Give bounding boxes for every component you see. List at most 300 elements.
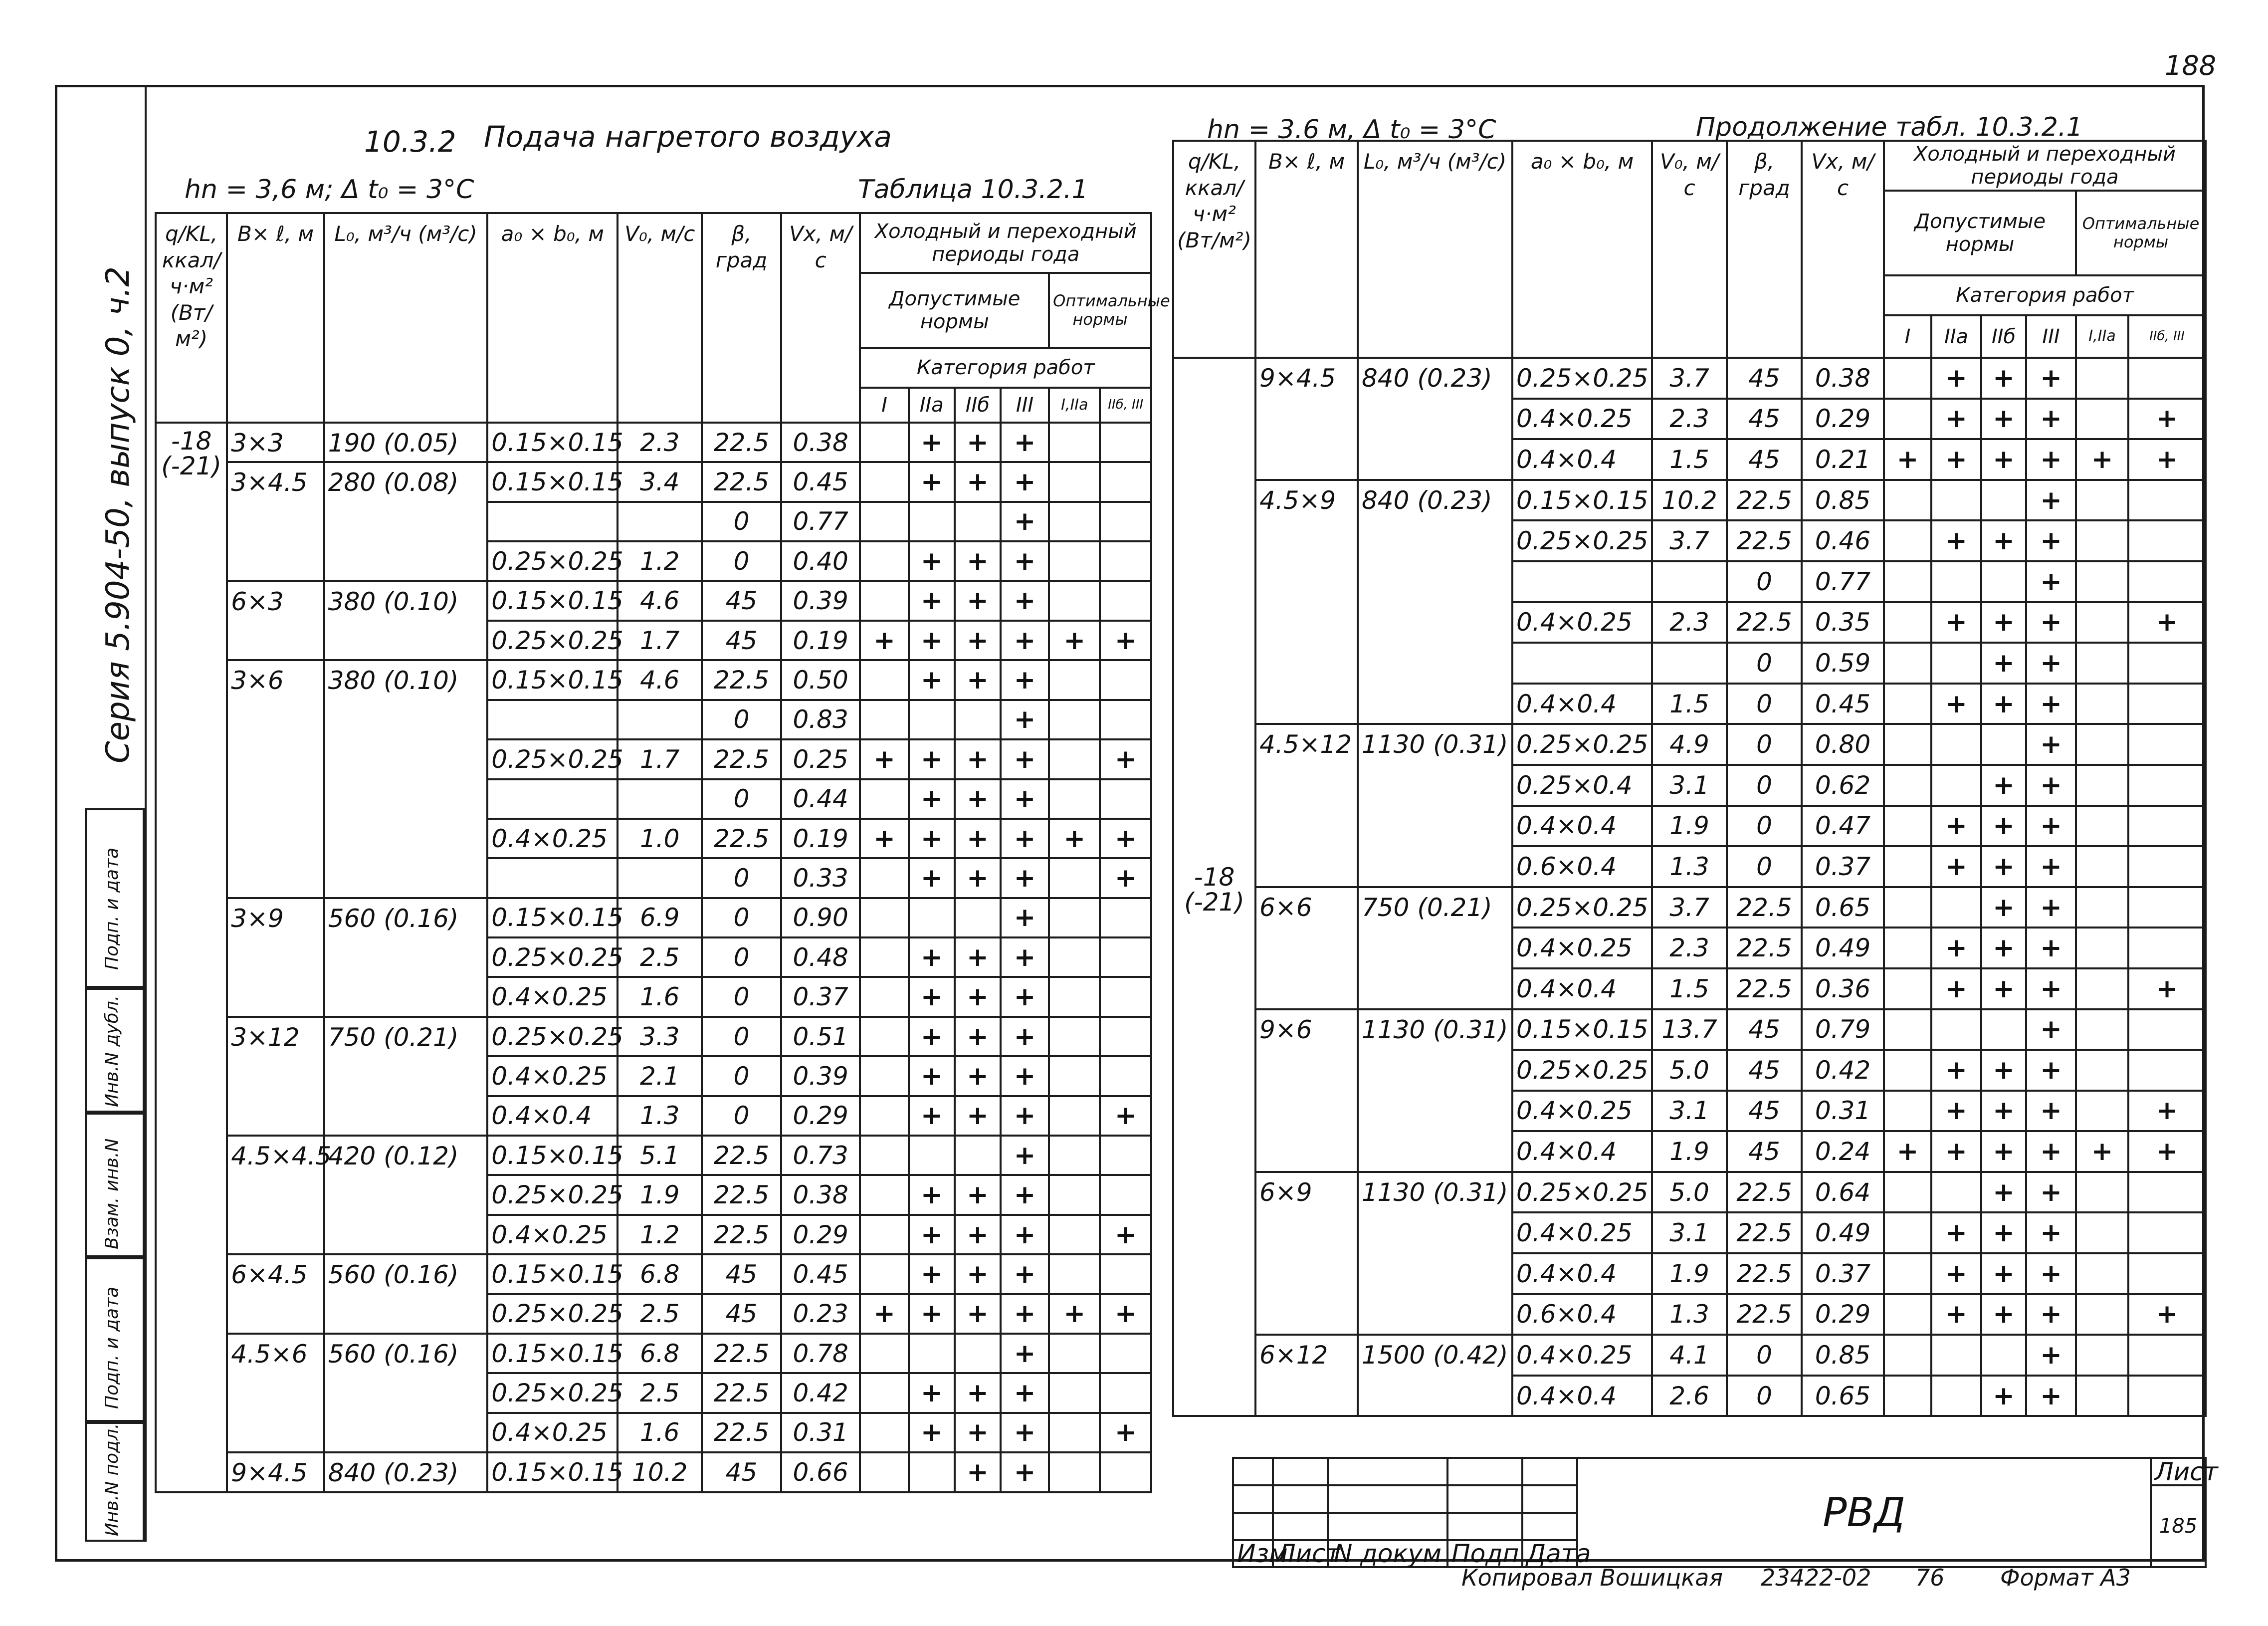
nozzle-size-cell: 0.4×0.25 bbox=[1512, 1212, 1652, 1253]
category-mark-cell bbox=[2128, 1172, 2206, 1213]
velocity-cell: 5.1 bbox=[618, 1136, 702, 1175]
category-mark-cell: + bbox=[1931, 1212, 1981, 1253]
stamp-col-sign: Подп bbox=[1447, 1540, 1522, 1567]
category-mark-cell: + bbox=[955, 1373, 1001, 1412]
nozzle-size-cell: 0.4×0.25 bbox=[1512, 602, 1652, 643]
velocity-cell: 1.5 bbox=[1652, 968, 1727, 1009]
category-mark-cell bbox=[1884, 887, 1931, 928]
vx-cell: 0.48 bbox=[781, 937, 860, 977]
category-mark-cell bbox=[1100, 660, 1151, 699]
velocity-cell: 1.6 bbox=[618, 977, 702, 1016]
category-mark-cell bbox=[1100, 423, 1151, 462]
category-mark-cell bbox=[2076, 968, 2128, 1009]
nozzle-size-cell: 0.4×0.25 bbox=[1512, 928, 1652, 968]
category-mark-cell: + bbox=[1100, 739, 1151, 779]
category-mark-cell: + bbox=[1981, 520, 2026, 561]
category-mark-cell bbox=[1100, 1136, 1151, 1175]
airflow-cell: 1500 (0.42) bbox=[1358, 1335, 1512, 1416]
category-mark-cell bbox=[1049, 739, 1100, 779]
velocity-cell: 1.9 bbox=[618, 1175, 702, 1214]
category-mark-cell: + bbox=[955, 581, 1001, 621]
stamp-col-izm: Изм bbox=[1233, 1540, 1273, 1567]
table-row bbox=[156, 898, 1151, 937]
category-mark-cell: + bbox=[2026, 1253, 2076, 1294]
angle-cell: 45 bbox=[1727, 1050, 1802, 1091]
velocity-cell bbox=[618, 779, 702, 819]
velocity-cell: 2.3 bbox=[1652, 399, 1727, 440]
left-title-code: 10.3.2 bbox=[364, 125, 456, 159]
category-mark-cell bbox=[2128, 1009, 2206, 1050]
table-row bbox=[1173, 887, 2206, 928]
vx-cell: 0.45 bbox=[781, 462, 860, 501]
angle-cell: 22.5 bbox=[702, 819, 781, 858]
category-mark-cell: + bbox=[1981, 1050, 2026, 1091]
category-mark-cell bbox=[1049, 660, 1100, 699]
category-mark-cell bbox=[2076, 806, 2128, 847]
nozzle-size-cell: 0.25×0.25 bbox=[487, 1017, 618, 1056]
side-box-3: Взам. инв.N bbox=[85, 1113, 145, 1257]
category-mark-cell: + bbox=[1931, 968, 1981, 1009]
category-mark-cell: + bbox=[955, 739, 1001, 779]
cat-1: I bbox=[860, 388, 908, 423]
category-mark-cell: + bbox=[1981, 358, 2026, 399]
angle-cell: 22.5 bbox=[1727, 1172, 1802, 1213]
vx-cell: 0.46 bbox=[1802, 520, 1884, 561]
velocity-cell: 6.8 bbox=[618, 1334, 702, 1373]
category-mark-cell: + bbox=[909, 739, 955, 779]
velocity-cell: 1.3 bbox=[1652, 846, 1727, 887]
category-mark-cell bbox=[909, 700, 955, 739]
category-mark-cell: + bbox=[1100, 1294, 1151, 1334]
room-size-cell: 6×12 bbox=[1255, 1335, 1358, 1416]
category-mark-cell bbox=[2076, 724, 2128, 765]
nozzle-size-cell bbox=[487, 700, 618, 739]
vx-cell: 0.42 bbox=[781, 1373, 860, 1412]
category-mark-cell: + bbox=[2076, 1131, 2128, 1172]
category-mark-cell bbox=[909, 502, 955, 541]
category-mark-cell bbox=[2128, 1212, 2206, 1253]
vx-cell: 0.39 bbox=[781, 581, 860, 621]
stamp-col-date: Дата bbox=[1522, 1540, 1577, 1567]
angle-cell: 22.5 bbox=[1727, 480, 1802, 521]
category-mark-cell bbox=[2128, 358, 2206, 399]
category-mark-cell bbox=[1049, 1254, 1100, 1294]
nozzle-size-cell: 0.4×0.4 bbox=[1512, 1253, 1652, 1294]
category-mark-cell bbox=[2128, 887, 2206, 928]
r-header-category: Категория работ bbox=[1884, 275, 2206, 315]
velocity-cell: 4.6 bbox=[618, 660, 702, 699]
category-mark-cell: + bbox=[1100, 819, 1151, 858]
vx-cell: 0.47 bbox=[1802, 806, 1884, 847]
category-mark-cell: + bbox=[955, 858, 1001, 898]
category-mark-cell bbox=[1049, 937, 1100, 977]
angle-cell: 22.5 bbox=[702, 1175, 781, 1214]
nozzle-size-cell: 0.4×0.25 bbox=[487, 819, 618, 858]
category-mark-cell: + bbox=[2076, 439, 2128, 480]
category-mark-cell bbox=[1931, 1009, 1981, 1050]
category-mark-cell: + bbox=[2026, 684, 2076, 724]
right-conditions: hn = 3.6 м, Δ t₀ = 3°C bbox=[1207, 115, 1496, 145]
category-mark-cell bbox=[1884, 765, 1931, 806]
category-mark-cell bbox=[2128, 561, 2206, 602]
category-mark-cell bbox=[860, 581, 908, 621]
angle-cell: 22.5 bbox=[1727, 520, 1802, 561]
category-mark-cell bbox=[1100, 541, 1151, 581]
category-mark-cell bbox=[860, 541, 908, 581]
room-size-cell: 3×12 bbox=[227, 1017, 324, 1136]
category-mark-cell: + bbox=[860, 739, 908, 779]
category-mark-cell bbox=[1049, 700, 1100, 739]
category-mark-cell bbox=[2076, 1335, 2128, 1376]
header-beta: β, град bbox=[702, 213, 781, 423]
side-box-5: Подп. и дата bbox=[85, 808, 145, 988]
category-mark-cell: + bbox=[909, 1017, 955, 1056]
category-mark-cell bbox=[2128, 1376, 2206, 1416]
category-mark-cell bbox=[1100, 700, 1151, 739]
category-mark-cell bbox=[1100, 1056, 1151, 1096]
header-v0: V₀, м/с bbox=[618, 213, 702, 423]
category-mark-cell bbox=[1884, 399, 1931, 440]
category-mark-cell: + bbox=[1001, 1254, 1049, 1294]
category-mark-cell: + bbox=[1981, 806, 2026, 847]
table-row bbox=[156, 1017, 1151, 1056]
stamp-col-list: Лист bbox=[1273, 1540, 1328, 1567]
category-mark-cell: + bbox=[1001, 1175, 1049, 1214]
velocity-cell: 1.6 bbox=[618, 1413, 702, 1452]
airflow-cell: 420 (0.12) bbox=[324, 1136, 488, 1254]
category-mark-cell: + bbox=[1001, 502, 1049, 541]
nozzle-size-cell: 0.4×0.4 bbox=[1512, 684, 1652, 724]
category-mark-cell bbox=[2128, 684, 2206, 724]
category-mark-cell: + bbox=[860, 819, 908, 858]
category-mark-cell bbox=[860, 423, 908, 462]
category-mark-cell: + bbox=[1884, 439, 1931, 480]
category-mark-cell bbox=[1884, 1376, 1931, 1416]
nozzle-size-cell: 0.15×0.15 bbox=[487, 898, 618, 937]
stamp-title: РВД bbox=[1577, 1458, 2151, 1567]
angle-cell: 45 bbox=[702, 1254, 781, 1294]
category-mark-cell bbox=[860, 462, 908, 501]
category-mark-cell bbox=[1100, 462, 1151, 501]
angle-cell: 0 bbox=[702, 541, 781, 581]
category-mark-cell bbox=[2076, 1091, 2128, 1132]
vx-cell: 0.59 bbox=[1802, 643, 1884, 684]
category-mark-cell: + bbox=[2026, 1172, 2076, 1213]
vx-cell: 0.36 bbox=[1802, 968, 1884, 1009]
r-cat-2a: IIа bbox=[1931, 315, 1981, 358]
vx-cell: 0.37 bbox=[781, 977, 860, 1016]
airflow-cell: 1130 (0.31) bbox=[1358, 724, 1512, 887]
category-mark-cell bbox=[2128, 928, 2206, 968]
category-mark-cell: + bbox=[1001, 937, 1049, 977]
category-mark-cell: + bbox=[955, 1294, 1001, 1334]
category-mark-cell: + bbox=[2026, 724, 2076, 765]
category-mark-cell bbox=[1884, 1335, 1931, 1376]
right-continuation: Продолжение табл. 10.3.2.1 bbox=[1696, 112, 2083, 142]
velocity-cell: 3.7 bbox=[1652, 520, 1727, 561]
cat-3: III bbox=[1001, 388, 1049, 423]
angle-cell: 22.5 bbox=[702, 1215, 781, 1254]
category-mark-cell: + bbox=[2026, 1091, 2076, 1132]
category-mark-cell bbox=[1049, 898, 1100, 937]
category-mark-cell bbox=[1049, 1334, 1100, 1373]
q-value-cell: -18 (-21) bbox=[1173, 358, 1255, 1416]
category-mark-cell bbox=[955, 1136, 1001, 1175]
nozzle-size-cell: 0.4×0.4 bbox=[1512, 1131, 1652, 1172]
right-table bbox=[1172, 140, 2207, 1417]
category-mark-cell bbox=[860, 1017, 908, 1056]
category-mark-cell bbox=[860, 779, 908, 819]
nozzle-size-cell bbox=[487, 779, 618, 819]
velocity-cell: 1.7 bbox=[618, 621, 702, 660]
airflow-cell: 840 (0.23) bbox=[324, 1452, 488, 1492]
table-row bbox=[156, 581, 1151, 621]
table-row bbox=[156, 1254, 1151, 1294]
category-mark-cell: + bbox=[1001, 700, 1049, 739]
category-mark-cell bbox=[2076, 561, 2128, 602]
category-mark-cell: + bbox=[1001, 1452, 1049, 1492]
vx-cell: 0.24 bbox=[1802, 1131, 1884, 1172]
category-mark-cell: + bbox=[955, 1175, 1001, 1214]
category-mark-cell: + bbox=[2128, 439, 2206, 480]
category-mark-cell bbox=[860, 858, 908, 898]
category-mark-cell: + bbox=[1981, 1172, 2026, 1213]
category-mark-cell: + bbox=[909, 779, 955, 819]
category-mark-cell bbox=[909, 1136, 955, 1175]
category-mark-cell: + bbox=[955, 462, 1001, 501]
category-mark-cell bbox=[1981, 724, 2026, 765]
header-periods: Холодный и переходный периоды года bbox=[860, 213, 1151, 273]
category-mark-cell: + bbox=[955, 977, 1001, 1016]
category-mark-cell: + bbox=[909, 621, 955, 660]
velocity-cell: 6.9 bbox=[618, 898, 702, 937]
airflow-cell: 840 (0.23) bbox=[1358, 358, 1512, 480]
category-mark-cell: + bbox=[955, 1413, 1001, 1452]
cat-2a: IIа bbox=[909, 388, 955, 423]
category-mark-cell bbox=[1884, 643, 1931, 684]
category-mark-cell: + bbox=[909, 1175, 955, 1214]
category-mark-cell bbox=[2128, 1050, 2206, 1091]
category-mark-cell bbox=[860, 1215, 908, 1254]
vx-cell: 0.29 bbox=[1802, 1294, 1884, 1335]
velocity-cell bbox=[618, 502, 702, 541]
category-mark-cell: + bbox=[1001, 581, 1049, 621]
vx-cell: 0.73 bbox=[781, 1136, 860, 1175]
category-mark-cell: + bbox=[860, 621, 908, 660]
vx-cell: 0.85 bbox=[1802, 480, 1884, 521]
category-mark-cell bbox=[2076, 1172, 2128, 1213]
category-mark-cell: + bbox=[860, 1294, 908, 1334]
category-mark-cell bbox=[1931, 887, 1981, 928]
table-row bbox=[156, 423, 1151, 462]
category-mark-cell bbox=[2128, 480, 2206, 521]
room-size-cell: 4.5×4.5 bbox=[227, 1136, 324, 1254]
category-mark-cell bbox=[860, 1096, 908, 1136]
velocity-cell: 13.7 bbox=[1652, 1009, 1727, 1050]
table-row bbox=[156, 1452, 1151, 1492]
nozzle-size-cell: 0.15×0.15 bbox=[1512, 480, 1652, 521]
nozzle-size-cell bbox=[1512, 561, 1652, 602]
stamp-sheet-number: 185 bbox=[2151, 1485, 2206, 1567]
nozzle-size-cell: 0.25×0.4 bbox=[1512, 765, 1652, 806]
category-mark-cell: + bbox=[909, 462, 955, 501]
vx-cell: 0.37 bbox=[1802, 846, 1884, 887]
category-mark-cell: + bbox=[2128, 1091, 2206, 1132]
vx-cell: 0.44 bbox=[781, 779, 860, 819]
nozzle-size-cell: 0.15×0.15 bbox=[487, 1452, 618, 1492]
category-mark-cell: + bbox=[955, 1452, 1001, 1492]
header-bl: B× ℓ, м bbox=[227, 213, 324, 423]
angle-cell: 0 bbox=[702, 1017, 781, 1056]
category-mark-cell bbox=[1931, 480, 1981, 521]
category-mark-cell bbox=[2076, 1212, 2128, 1253]
angle-cell: 22.5 bbox=[1727, 887, 1802, 928]
r-header-ab: a₀ × b₀, м bbox=[1512, 141, 1652, 358]
vx-cell: 0.45 bbox=[1802, 684, 1884, 724]
category-mark-cell bbox=[1049, 1413, 1100, 1452]
vx-cell: 0.42 bbox=[1802, 1050, 1884, 1091]
footer-format: Формат А3 bbox=[2000, 1564, 2131, 1591]
category-mark-cell bbox=[2076, 1253, 2128, 1294]
airflow-cell: 560 (0.16) bbox=[324, 898, 488, 1017]
table-row bbox=[1173, 480, 2206, 521]
category-mark-cell bbox=[1049, 1175, 1100, 1214]
nozzle-size-cell: 0.25×0.25 bbox=[1512, 1172, 1652, 1213]
category-mark-cell bbox=[2128, 846, 2206, 887]
category-mark-cell: + bbox=[1001, 621, 1049, 660]
vx-cell: 0.51 bbox=[781, 1017, 860, 1056]
category-mark-cell: + bbox=[909, 660, 955, 699]
table-row bbox=[1173, 724, 2206, 765]
category-mark-cell: + bbox=[1981, 399, 2026, 440]
category-mark-cell bbox=[955, 1334, 1001, 1373]
vx-cell: 0.80 bbox=[1802, 724, 1884, 765]
category-mark-cell: + bbox=[955, 1056, 1001, 1096]
cat-opt-2: IIб, III bbox=[1100, 388, 1151, 423]
header-L0: L₀, м³/ч (м³/с) bbox=[324, 213, 488, 423]
category-mark-cell: + bbox=[1001, 1215, 1049, 1254]
category-mark-cell: + bbox=[2026, 643, 2076, 684]
angle-cell: 45 bbox=[1727, 1091, 1802, 1132]
nozzle-size-cell: 0.25×0.25 bbox=[1512, 887, 1652, 928]
category-mark-cell: + bbox=[2026, 806, 2076, 847]
category-mark-cell: + bbox=[955, 819, 1001, 858]
airflow-cell: 750 (0.21) bbox=[324, 1017, 488, 1136]
category-mark-cell bbox=[1884, 928, 1931, 968]
angle-cell: 22.5 bbox=[1727, 1212, 1802, 1253]
angle-cell: 0 bbox=[1727, 1376, 1802, 1416]
vx-cell: 0.77 bbox=[781, 502, 860, 541]
category-mark-cell: + bbox=[1981, 602, 2026, 643]
category-mark-cell: + bbox=[1931, 928, 1981, 968]
category-mark-cell: + bbox=[2026, 1212, 2076, 1253]
category-mark-cell bbox=[1049, 581, 1100, 621]
angle-cell: 22.5 bbox=[702, 1413, 781, 1452]
room-size-cell: 9×6 bbox=[1255, 1009, 1358, 1172]
category-mark-cell bbox=[1931, 1376, 1981, 1416]
category-mark-cell: + bbox=[1981, 684, 2026, 724]
category-mark-cell bbox=[2076, 358, 2128, 399]
vx-cell: 0.21 bbox=[1802, 439, 1884, 480]
vx-cell: 0.65 bbox=[1802, 1376, 1884, 1416]
category-mark-cell: + bbox=[2026, 1335, 2076, 1376]
category-mark-cell: + bbox=[1981, 887, 2026, 928]
category-mark-cell: + bbox=[955, 937, 1001, 977]
category-mark-cell bbox=[1100, 779, 1151, 819]
nozzle-size-cell: 0.4×0.25 bbox=[487, 1215, 618, 1254]
room-size-cell: 4.5×9 bbox=[1255, 480, 1358, 724]
category-mark-cell: + bbox=[1981, 1294, 2026, 1335]
category-mark-cell: + bbox=[955, 621, 1001, 660]
vx-cell: 0.31 bbox=[781, 1413, 860, 1452]
table-row bbox=[156, 1136, 1151, 1175]
category-mark-cell bbox=[2076, 928, 2128, 968]
category-mark-cell bbox=[1100, 937, 1151, 977]
left-conditions: hn = 3,6 м; Δ t₀ = 3°C bbox=[185, 175, 474, 205]
category-mark-cell: + bbox=[909, 858, 955, 898]
category-mark-cell: + bbox=[1001, 739, 1049, 779]
category-mark-cell: + bbox=[2026, 399, 2076, 440]
category-mark-cell: + bbox=[2026, 1050, 2076, 1091]
category-mark-cell bbox=[2128, 724, 2206, 765]
room-size-cell: 3×3 bbox=[227, 423, 324, 462]
header-ab: a₀ × b₀, м bbox=[487, 213, 618, 423]
angle-cell: 45 bbox=[702, 581, 781, 621]
category-mark-cell: + bbox=[909, 819, 955, 858]
vx-cell: 0.19 bbox=[781, 819, 860, 858]
nozzle-size-cell: 0.4×0.25 bbox=[1512, 1091, 1652, 1132]
category-mark-cell: + bbox=[955, 1215, 1001, 1254]
angle-cell: 0 bbox=[1727, 806, 1802, 847]
vx-cell: 0.39 bbox=[781, 1056, 860, 1096]
vx-cell: 0.83 bbox=[781, 700, 860, 739]
velocity-cell: 2.5 bbox=[618, 1294, 702, 1334]
velocity-cell bbox=[1652, 643, 1727, 684]
category-mark-cell: + bbox=[1931, 602, 1981, 643]
category-mark-cell: + bbox=[909, 1254, 955, 1294]
angle-cell: 0 bbox=[702, 977, 781, 1016]
velocity-cell: 1.3 bbox=[1652, 1294, 1727, 1335]
category-mark-cell: + bbox=[909, 977, 955, 1016]
category-mark-cell bbox=[1049, 462, 1100, 501]
angle-cell: 45 bbox=[1727, 439, 1802, 480]
velocity-cell: 1.9 bbox=[1652, 806, 1727, 847]
nozzle-size-cell bbox=[487, 858, 618, 898]
angle-cell: 22.5 bbox=[702, 462, 781, 501]
airflow-cell: 190 (0.05) bbox=[324, 423, 488, 462]
category-mark-cell: + bbox=[1049, 1294, 1100, 1334]
category-mark-cell bbox=[1049, 1136, 1100, 1175]
category-mark-cell: + bbox=[1981, 1253, 2026, 1294]
velocity-cell: 2.5 bbox=[618, 937, 702, 977]
category-mark-cell: + bbox=[2026, 928, 2076, 968]
category-mark-cell: + bbox=[955, 1017, 1001, 1056]
category-mark-cell: + bbox=[1001, 1136, 1049, 1175]
airflow-cell: 380 (0.10) bbox=[324, 660, 488, 898]
category-mark-cell bbox=[1884, 846, 1931, 887]
airflow-cell: 750 (0.21) bbox=[1358, 887, 1512, 1009]
angle-cell: 22.5 bbox=[1727, 1294, 1802, 1335]
category-mark-cell bbox=[2076, 684, 2128, 724]
category-mark-cell bbox=[1884, 602, 1931, 643]
category-mark-cell bbox=[1884, 684, 1931, 724]
nozzle-size-cell: 0.15×0.15 bbox=[1512, 1009, 1652, 1050]
category-mark-cell: + bbox=[1001, 1334, 1049, 1373]
vx-cell: 0.40 bbox=[781, 541, 860, 581]
velocity-cell: 1.2 bbox=[618, 1215, 702, 1254]
category-mark-cell bbox=[1100, 1175, 1151, 1214]
nozzle-size-cell: 0.25×0.25 bbox=[487, 937, 618, 977]
